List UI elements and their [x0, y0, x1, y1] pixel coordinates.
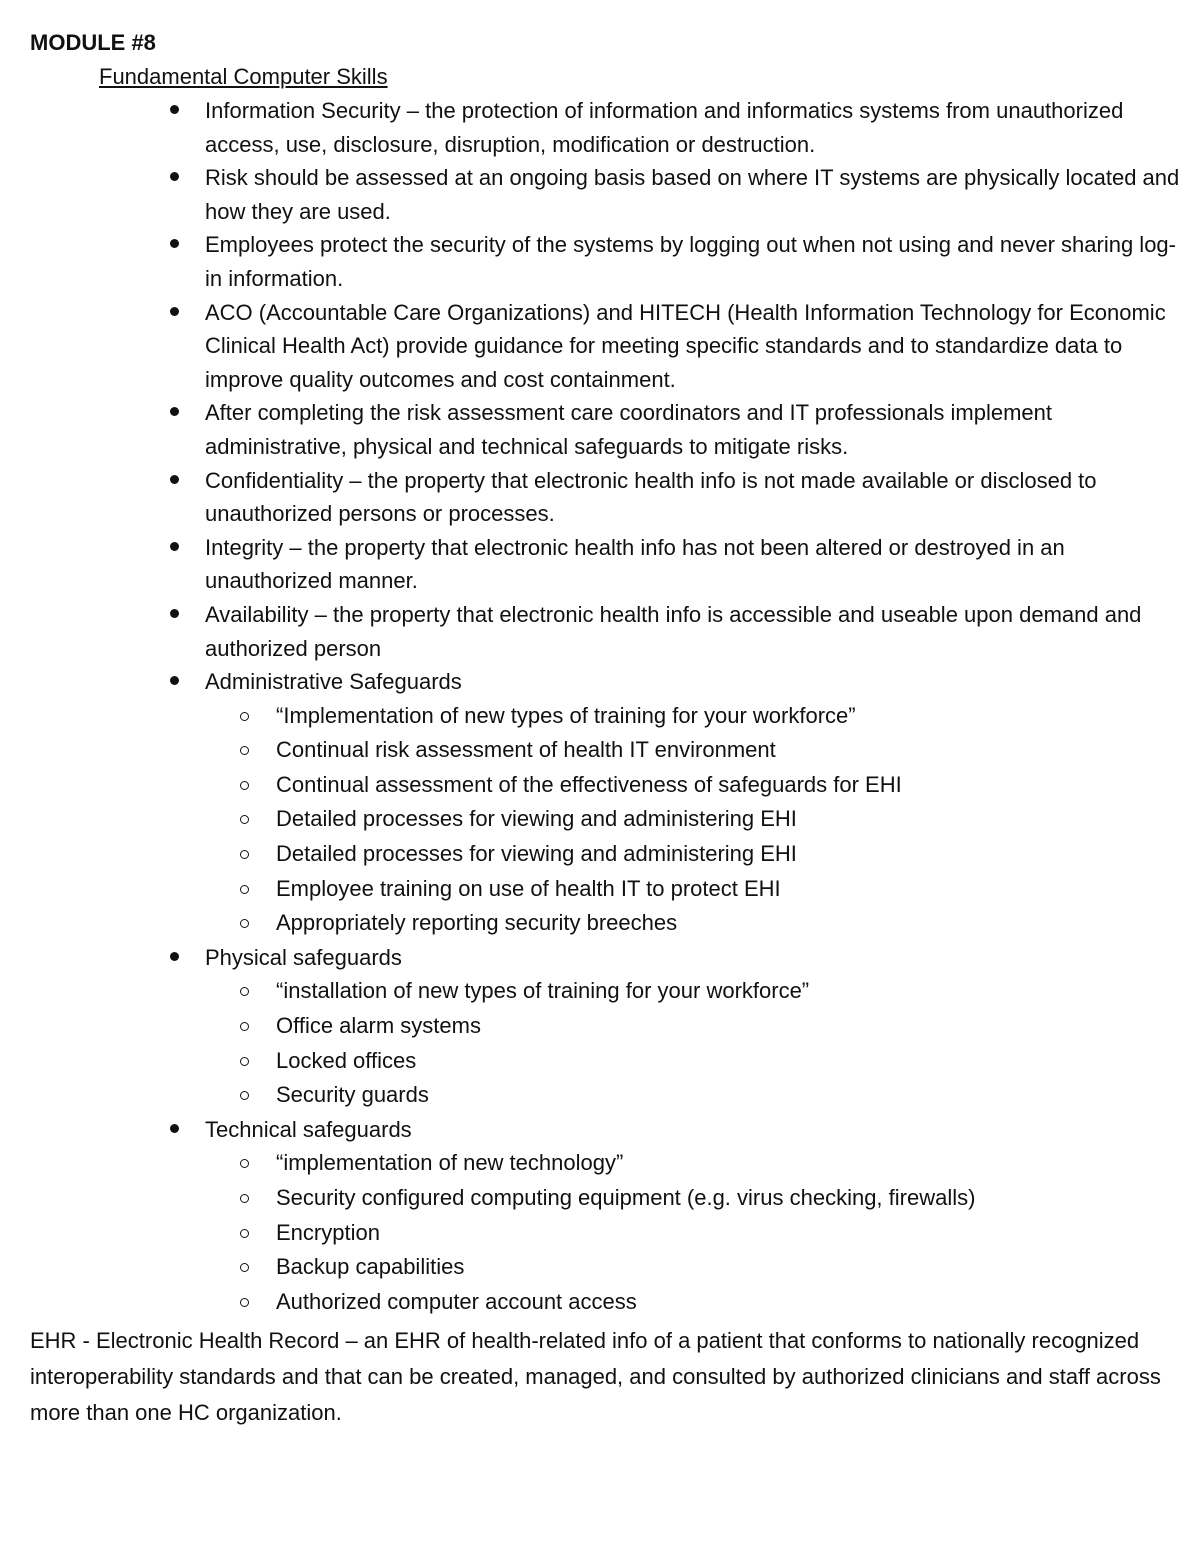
sub-item: [0, 802, 1190, 837]
circle-bullet-icon: [240, 1194, 249, 1203]
bullet-dot-icon: [170, 239, 179, 248]
sub-item-text: Encryption: [276, 1219, 380, 1245]
bullet-text: Availability – the property that electronic health info is accessible and useable upon demand and authorized person: [205, 601, 1142, 661]
sub-item-text: Detailed processes for viewing and administering EHI: [276, 841, 797, 867]
bullet-text: Technical safeguards: [205, 1116, 412, 1142]
bullet-dot-icon: [170, 609, 179, 618]
circle-bullet-icon: [240, 987, 249, 996]
section-title: Fundamental Computer Skills: [99, 64, 388, 89]
sub-item: [0, 1146, 1190, 1181]
bullet-dot-icon: [170, 475, 179, 484]
circle-bullet-icon: [240, 1159, 249, 1168]
module-title: MODULE #8: [30, 30, 156, 55]
bullet-text: Confidentiality – the property that electronic health info is not made available or disclosed to unauthorized persons or processes.: [205, 467, 1097, 527]
bullet-item: [0, 161, 1190, 228]
sub-item: [0, 699, 1190, 734]
circle-bullet-icon: [240, 1057, 249, 1066]
bullet-text: Administrative Safeguards: [205, 669, 462, 695]
bullet-text: After completing the risk assessment care coordinators and IT professionals implement administrative, physical and technical safeguards to mitigate risks.: [205, 400, 1052, 459]
bullet-text: Information Security – the protection of information and informatics systems from unauthorized access, use, disclosure, disruption, modification or destruction.: [205, 98, 1124, 157]
sub-item-text: Detailed processes for viewing and administering EHI: [276, 806, 797, 832]
sub-item: [0, 1009, 1190, 1044]
circle-bullet-icon: [240, 850, 249, 859]
circle-bullet-icon: [240, 1091, 249, 1100]
sub-item: [0, 768, 1190, 803]
bullet-item: [0, 228, 1190, 295]
sub-item: [0, 1250, 1190, 1285]
sub-item: [0, 837, 1190, 872]
sub-item: [0, 1078, 1190, 1113]
sub-item-text: Office alarm systems: [276, 1013, 481, 1039]
bullet-dot-icon: [170, 1124, 179, 1133]
bullet-item: [0, 296, 1190, 397]
sub-list: [205, 699, 1190, 941]
bullet-item: [0, 598, 1190, 665]
sub-item: [0, 1181, 1190, 1216]
sub-list: [205, 974, 1190, 1112]
bullet-dot-icon: [170, 172, 179, 181]
sub-item: [0, 872, 1190, 907]
sub-item-text: “Implementation of new types of training for your workforce”: [276, 702, 856, 728]
sub-item: [0, 1044, 1190, 1079]
sub-item-text: Employee training on use of health IT to protect EHI: [276, 875, 781, 901]
bullet-list: [0, 94, 1190, 1319]
sub-item: [0, 974, 1190, 1009]
bullet-dot-icon: [170, 676, 179, 685]
bullet-dot-icon: [170, 307, 179, 316]
sub-item: [0, 906, 1190, 941]
sub-item-text: Locked offices: [276, 1047, 417, 1073]
sub-item-text: Backup capabilities: [276, 1254, 465, 1280]
bullet-text: Physical safeguards: [205, 944, 402, 970]
sub-item-text: Security guards: [276, 1082, 429, 1108]
circle-bullet-icon: [240, 885, 249, 894]
sub-item-text: Continual risk assessment of health IT environment: [276, 737, 776, 763]
bullet-item-technical-safeguards: [0, 1113, 1190, 1320]
bullet-dot-icon: [170, 952, 179, 961]
sub-item: [0, 1285, 1190, 1320]
bullet-item: [0, 396, 1190, 463]
bullet-dot-icon: [170, 105, 179, 114]
bullet-item: [0, 464, 1190, 531]
bullet-dot-icon: [170, 542, 179, 551]
sub-item-text: “installation of new types of training for your workforce”: [276, 978, 810, 1004]
bullet-text: Employees protect the security of the systems by logging out when not using and never sharing log-in information.: [205, 232, 1176, 291]
circle-bullet-icon: [240, 919, 249, 928]
circle-bullet-icon: [240, 1263, 249, 1272]
bullet-item-physical-safeguards: [0, 941, 1190, 1113]
bullet-text: Risk should be assessed at an ongoing basis based on where IT systems are physically located and how they are used.: [205, 165, 1180, 224]
circle-bullet-icon: [240, 1298, 249, 1307]
sub-list: [205, 1146, 1190, 1319]
circle-bullet-icon: [240, 712, 249, 721]
bullet-item: [0, 94, 1190, 161]
sub-item-text: Security configured computing equipment (e.g. virus checking, firewalls): [276, 1185, 976, 1210]
sub-item-text: Continual assessment of the effectiveness of safeguards for EHI: [276, 771, 902, 797]
bullet-dot-icon: [170, 407, 179, 416]
circle-bullet-icon: [240, 746, 249, 755]
circle-bullet-icon: [240, 1022, 249, 1031]
sub-item-text: “implementation of new technology”: [276, 1150, 624, 1176]
bullet-item-administrative-safeguards: [0, 665, 1190, 941]
sub-item-text: Appropriately reporting security breeches: [276, 910, 678, 936]
sub-item: [0, 1216, 1190, 1251]
circle-bullet-icon: [240, 815, 249, 824]
circle-bullet-icon: [240, 781, 249, 790]
sub-item-text: Authorized computer account access: [276, 1288, 637, 1314]
bullet-text: Integrity – the property that electronic health info has not been altered or destroyed in an unauthorized manner.: [205, 534, 1065, 594]
bullet-text: ACO (Accountable Care Organizations) and HITECH (Health Information Technology for Economic Clinical Health Act) provide guidance for meeting specific standards and to standardize data to improve quality outcomes and cost containment.: [205, 299, 1166, 392]
ehr-definition-paragraph: EHR - Electronic Health Record – an EHR of health-related info of a patient that conforms to nationally recognized interoperability standards and that can be created, managed, and consulted by authorized clinicians and staff across more than one HC organization.: [30, 1328, 1161, 1425]
bullet-item: [0, 531, 1190, 598]
sub-item: [0, 733, 1190, 768]
circle-bullet-icon: [240, 1229, 249, 1238]
